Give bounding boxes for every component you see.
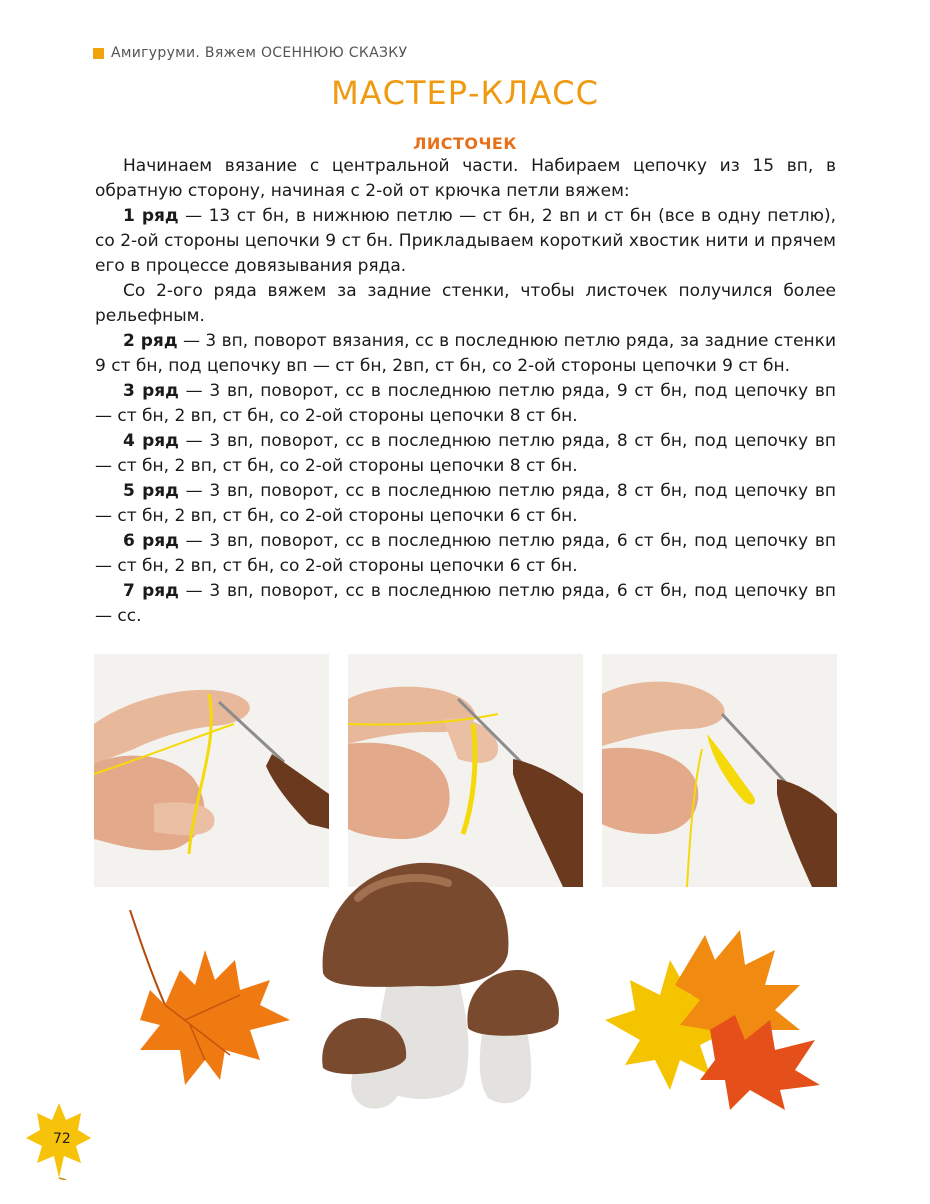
running-header: [93, 45, 407, 61]
paragraph-row-5: 5 ряд — 3 вп, поворот, сс в последнюю петлю ряда, 8 ст бн, под цепочку вп — ст бн, 2 вп, ст бн, со 2-ой стороны цепочки 6 ст бн.: [95, 481, 837, 526]
paragraph-row-3: 3 ряд — 3 вп, поворот, сс в последнюю петлю ряда, 9 ст бн, под цепочку вп — ст бн, 2 вп, ст бн, со 2-ой стороны цепочки 8 ст бн.: [95, 381, 837, 426]
paragraph-row-2: 2 ряд — 3 вп, поворот вязания, сс в последнюю петлю ряда, за задние стенки 9 ст бн, под цепочку вп — ст бн, 2вп, ст бн, со 2-ой стороны цепочки 9 ст бн.: [95, 331, 836, 376]
page-number: 72: [53, 1131, 71, 1147]
paragraph: Начинаем вязание с центральной части. Набираем цепочку из 15 вп, в обратную сторону, начиная с 2-ой от крючка петли вяжем:: [95, 156, 836, 201]
paragraph-row-7: 7 ряд — 3 вп, поворот, сс в последнюю петлю ряда, 6 ст бн, под цепочку вп — сс.: [95, 581, 837, 626]
header-text: Амигуруми. Вяжем ОСЕННЮЮ СКАЗКУ: [111, 45, 408, 61]
paragraph-row-1: 1 ряд — 13 ст бн, в нижнюю петлю — ст бн, 2 вп и ст бн (все в одну петлю), со 2-ой стороны цепочки 9 ст бн. Прикладываем короткий хвостик нити и прячем его в процессе довязывания ряда.: [95, 206, 836, 276]
section-subtitle: ЛИСТОЧЕК: [413, 134, 517, 153]
header-square-icon: [93, 48, 104, 59]
hands-crochet-step-1-photo: [94, 654, 329, 887]
maple-leaves-cluster-illustration: [600, 900, 825, 1110]
instructions-body: [95, 154, 836, 629]
paragraph-row-4: 4 ряд — 3 вп, поворот, сс в последнюю петлю ряда, 8 ст бн, под цепочку вп — ст бн, 2 вп, ст бн, со 2-ой стороны цепочки 8 ст бн.: [95, 431, 837, 476]
page-title: МАСТЕР-КЛАСС: [331, 74, 599, 112]
paragraph-row-6: 6 ряд — 3 вп, поворот, сс в последнюю петлю ряда, 6 ст бн, под цепочку вп — ст бн, 2 вп, ст бн, со 2-ой стороны цепочки 6 ст бн.: [95, 531, 837, 576]
maple-leaf-orange-illustration: [110, 910, 300, 1090]
hands-crochet-step-2-photo: [348, 654, 583, 887]
hands-crochet-step-3-photo: [602, 654, 837, 887]
mushrooms-illustration: [318, 858, 563, 1113]
paragraph: Со 2-ого ряда вяжем за задние стенки, чтобы листочек получился более рельефным.: [95, 281, 836, 326]
